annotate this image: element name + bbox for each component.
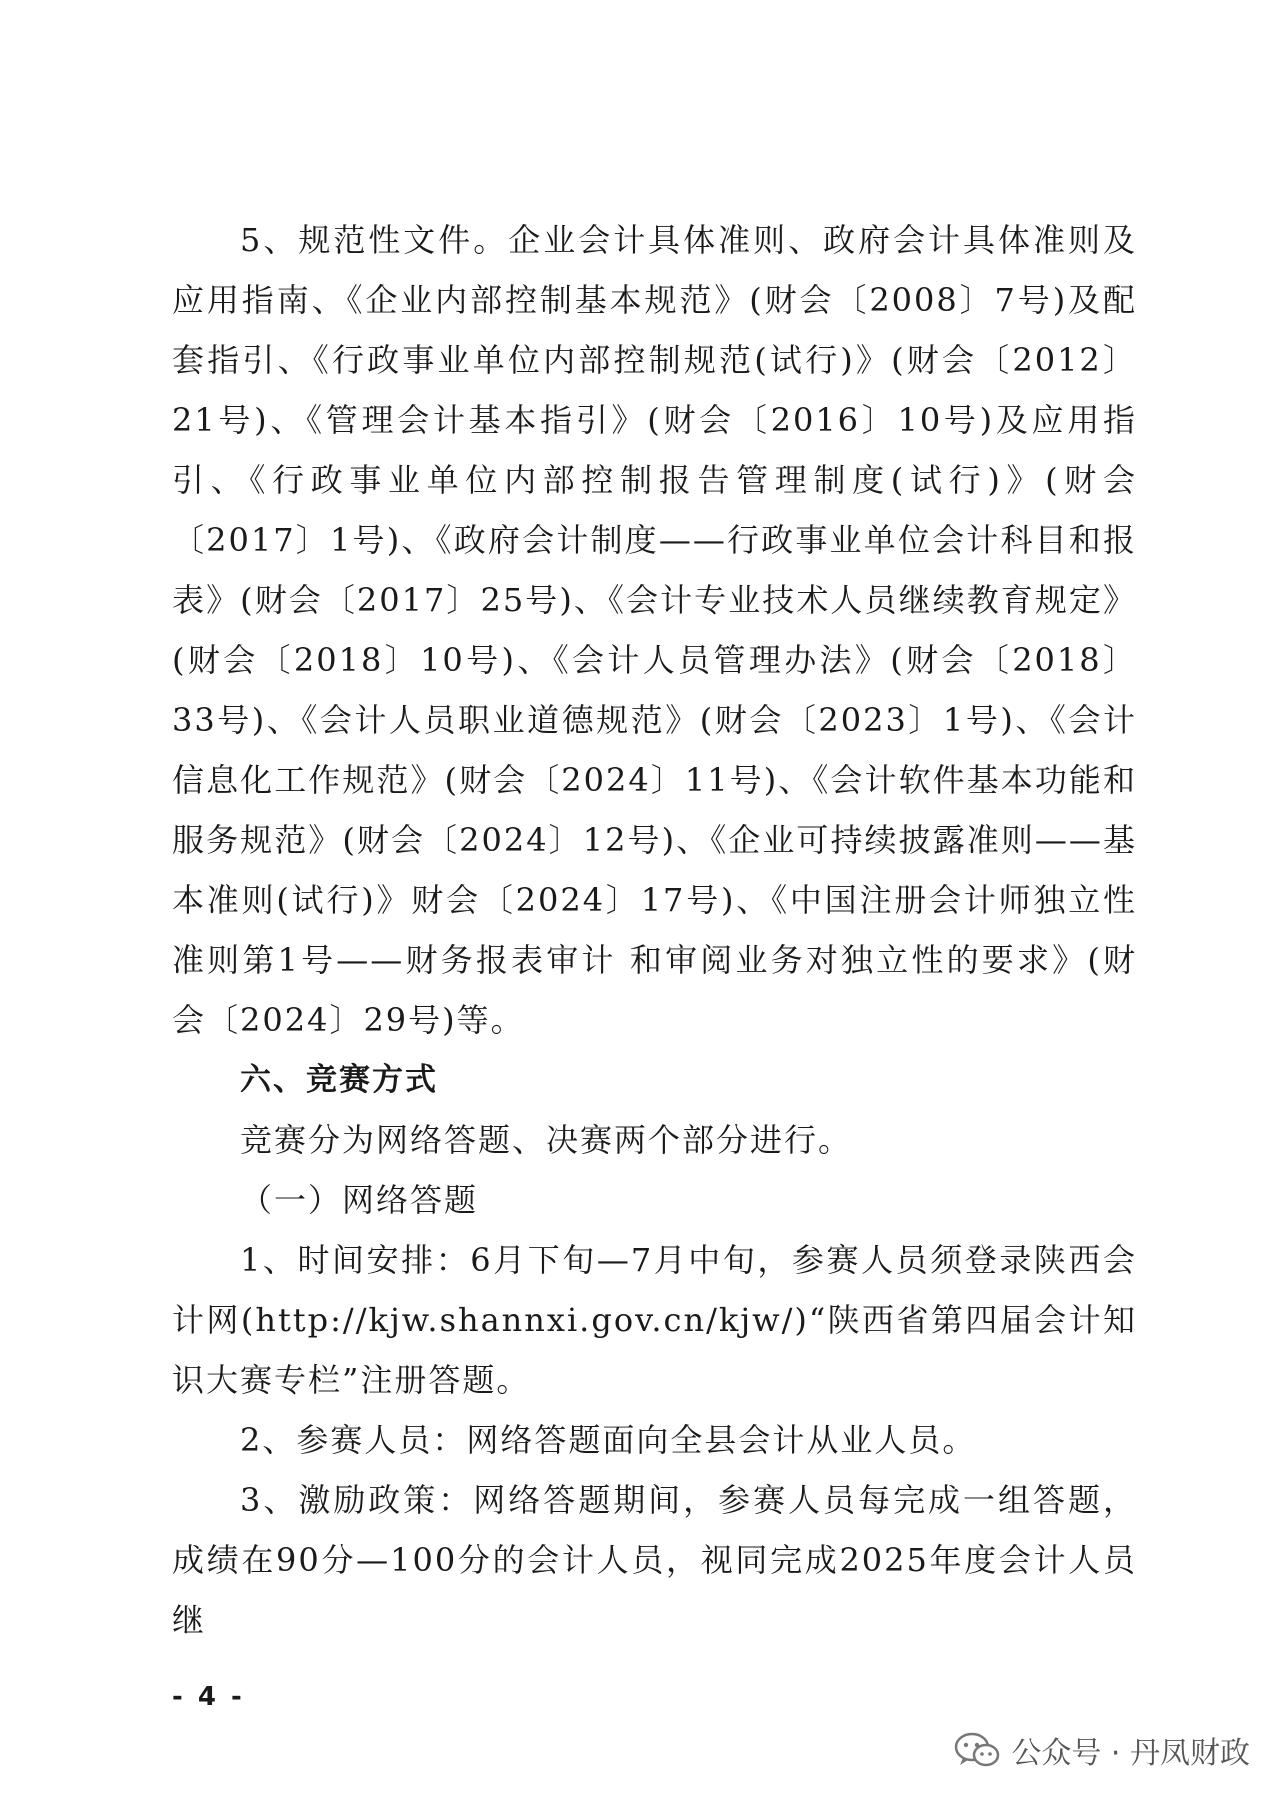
- paragraph-normative-documents: 5、规范性文件。企业会计具体准则、政府会计具体准则及应用指南、《企业内部控制基本规范》(财会〔2008〕7号)及配套指引、《行政事业单位内部控制规范(试行)》(财会〔2012〕21号)、《管理会计基本指引》(财会〔2016〕10号)及应用指引、《行政事业单位内部控制报告管理制度(试行)》(财会〔2017〕1号)、《政府会计制度——行政事业单位会计科目和报表》(财会〔2017〕25号)、《会计专业技术人员继续教育规定》(财会〔2018〕10号)、《会计人员管理办法》(财会〔2018〕33号)、《会计人员职业道德规范》(财会〔2023〕1号)、《会计信息化工作规范》(财会〔2024〕11号)、《会计软件基本功能和服务规范》(财会〔2024〕12号)、《企业可持续披露准则——基本准则(试行)》财会〔2024〕17号)、《中国注册会计师独立性准则第1号——财务报表审计 和审阅业务对独立性的要求》(财会〔2024〕29号)等。: [172, 221, 1137, 1039]
- watermark-text: 公众号 · 丹凤财政: [1011, 1736, 1250, 1771]
- item-participants: 2、参赛人员：网络答题面向全县会计从业人员。: [240, 1421, 977, 1459]
- item-schedule: 1、时间安排：6月下旬—7月中旬，参赛人员须登录陕西会计网(http://kjw.shannxi.gov.cn/kjw/)“陕西省第四届会计知识大赛专栏”注册答题。: [172, 1241, 1137, 1399]
- wechat-icon: [953, 1730, 1001, 1770]
- page-number: - 4 -: [172, 1682, 245, 1712]
- watermark: [953, 1728, 1250, 1772]
- section-intro: 竞赛分为网络答题、决赛两个部分进行。: [240, 1121, 853, 1159]
- item-incentive-policy: 3、激励政策：网络答题期间，参赛人员每完成一组答题，成绩在90分—100分的会计人员，视同完成2025年度会计人员继: [172, 1481, 1137, 1639]
- subheading-online-answering: （一）网络答题: [240, 1181, 479, 1219]
- document-body: [172, 210, 1137, 1650]
- section-heading-competition-format: 六、竞赛方式: [240, 1062, 438, 1098]
